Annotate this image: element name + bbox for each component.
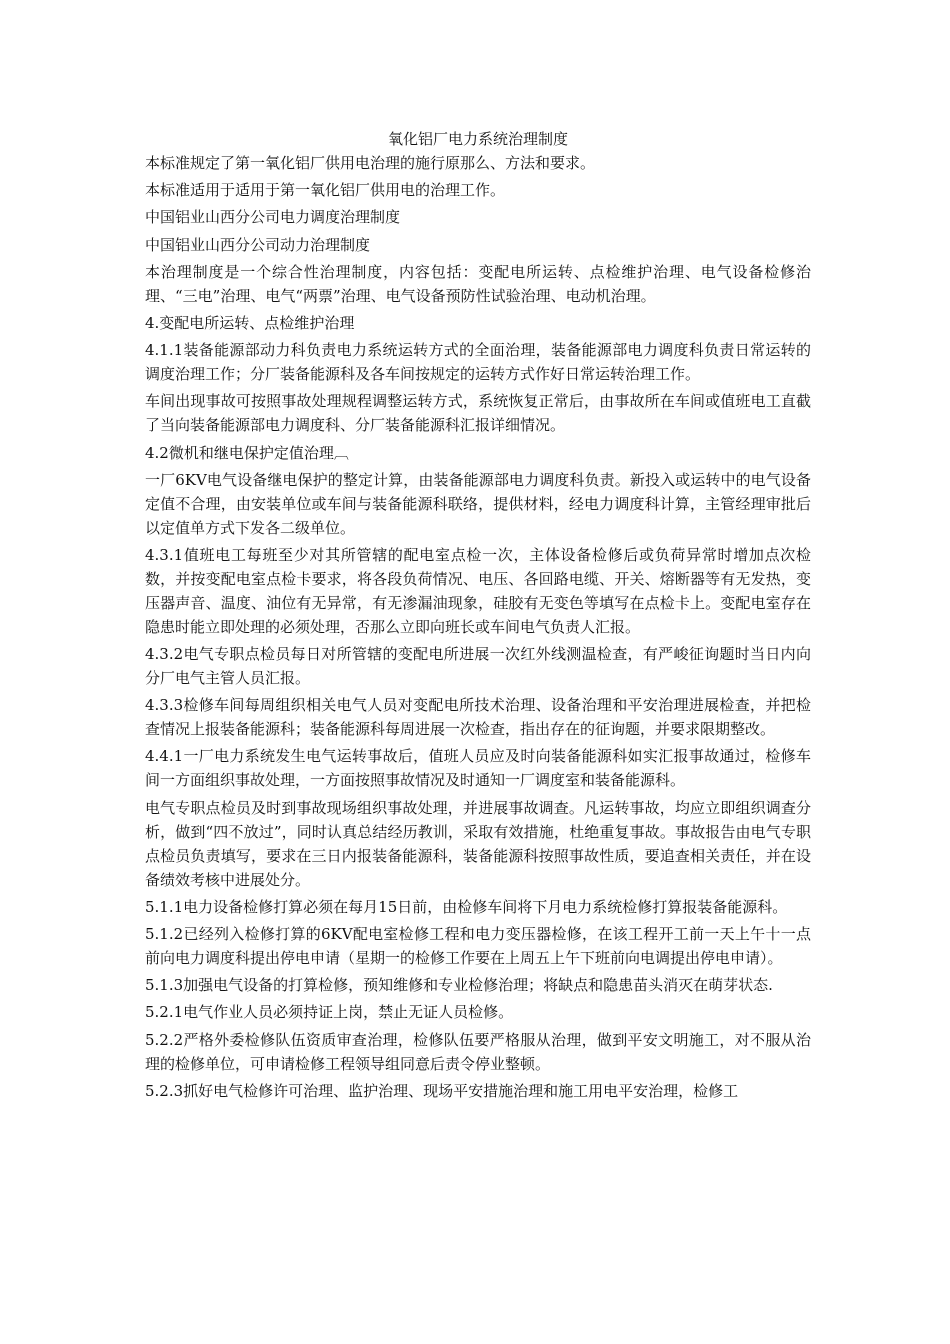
paragraph-5-2-1: 5.2.1电气作业人员必须持证上岗，禁止无证人员检修。 (145, 1003, 514, 1022)
paragraph-5-2-3: 5.2.3抓好电气检修许可治理、监护治理、现场平安措施治理和施工用电平安治理，检修工 (145, 1081, 739, 1100)
paragraph-accident-investigation: 电气专职点检员及时到事故现场组织事故处理，并进展事故调查。凡运转事故，均应立即组织调查分析，做到“四不放过”，同时认真总结经历教训，采取有效措施，杜绝重复事故。事故报告由电气专职点检员负责填写，要求在三日内报装备能源科，装备能源科按照事故性质，要追查相关责任，并在设备绩效考核中进展处分。 (145, 798, 811, 889)
paragraph-reference-power: 中国铝业山西分公司动力治理制度 (145, 235, 371, 254)
paragraph-5-2-2: 5.2.2严格外委检修队伍资质审查治理，检修队伍要严格服从治理，做到平安文明施工，对不服从治理的检修单位，可申请检修工程领导组同意后责令停业整顿。 (145, 1030, 811, 1073)
document-title: 氧化铝厂电力系统治理制度 (387, 130, 568, 148)
paragraph-4-1-1: 4.1.1装备能源部动力科负责电力系统运转方式的全面治理，装备能源部电力调度科负责日常运转的调度治理工作；分厂装备能源科及各车间按规定的运转方式作好日常运转治理工作。 (145, 341, 811, 384)
section-heading-4: 4.变配电所运转、点检维护治理 (145, 313, 355, 332)
paragraph-4-3-2: 4.3.2电气专职点检员每日对所管辖的变配电所进展一次红外线测温检查，有严峻征询题时当日内向分厂电气主管人员汇报。 (145, 645, 811, 688)
paragraph-4-3-1: 4.3.1值班电工每班至少对其所管辖的配电室点检一次，主体设备检修后或负荷异常时增加点次检数，并按变配电室点检卡要求，将各段负荷情况、电压、各回路电缆、开关、熔断器等有无发热，变压器声音、温度、油位有无异常，有无渗漏油现象，硅胶有无变色等填写在点检卡上。变配电室存在隐患时能立即处理的必须处理，否那么立即向班长或车间电气负责人汇报。 (145, 545, 811, 636)
paragraph-5-1-1: 5.1.1电力设备检修打算必须在每月15日前，由检修车间将下月电力系统检修打算报装备能源科。 (145, 897, 788, 916)
paragraph-5-1-3: 5.1.3加强电气设备的打算检修，预知维修和专业检修治理；将缺点和隐患苗头消灭在萌芽状态. (145, 976, 773, 995)
paragraph-overview: 本治理制度是一个综合性治理制度，内容包括：变配电所运转、点检维护治理、电气设备检修治理、“三电”治理、电气“两票”治理、电气设备预防性试验治理、电动机治理。 (145, 262, 811, 305)
document-body (145, 127, 811, 1106)
paragraph-reference-dispatch: 中国铝业山西分公司电力调度治理制度 (145, 208, 401, 227)
section-heading-4-2: 4.2微机和继电保护定值治理︹ (145, 443, 349, 462)
paragraph-4-3-3: 4.3.3检修车间每周组织相关电气人员对变配电所技术治理、设备治理和平安治理进展检查，并把检查情况上报装备能源科；装备能源科每周进展一次检查，指出存在的征询题，并要求限期整改。 (145, 696, 811, 739)
paragraph-4-4-1: 4.4.1一厂电力系统发生电气运转事故后，值班人员应及时向装备能源科如实汇报事故通过，检修车间一方面组织事故处理，一方面按照事故情况及时通知一厂调度室和装备能源科。 (145, 747, 811, 790)
paragraph-relay-protection: 一厂6KV电气设备继电保护的整定计算，由装备能源部电力调度科负责。新投入或运转中的电气设备定值不合理，由安装单位或车间与装备能源科联络，提供材料，经电力调度科计算，主管经理审批后以定值单方式下发各二级单位。 (145, 470, 811, 537)
paragraph-accident-handling: 车间出现事故可按照事故处理规程调整运转方式，系统恢复正常后，由事故所在车间或值班电工直截了当向装备能源部电力调度科、分厂装备能源科汇报详细情况。 (145, 392, 811, 435)
paragraph-5-1-2: 5.1.2已经列入检修打算的6KV配电室检修工程和电力变压器检修，在该工程开工前一天上午十一点前向电力调度科提出停电申请（星期一的检修工作要在上周五上午下班前向电调提出停电申请）。 (145, 925, 811, 967)
paragraph-scope: 本标准规定了第一氧化铝厂供用电治理的施行原那么、方法和要求。 (145, 154, 596, 172)
paragraph-applicability: 本标准适用于适用于第一氧化铝厂供用电的治理工作。 (145, 181, 506, 200)
